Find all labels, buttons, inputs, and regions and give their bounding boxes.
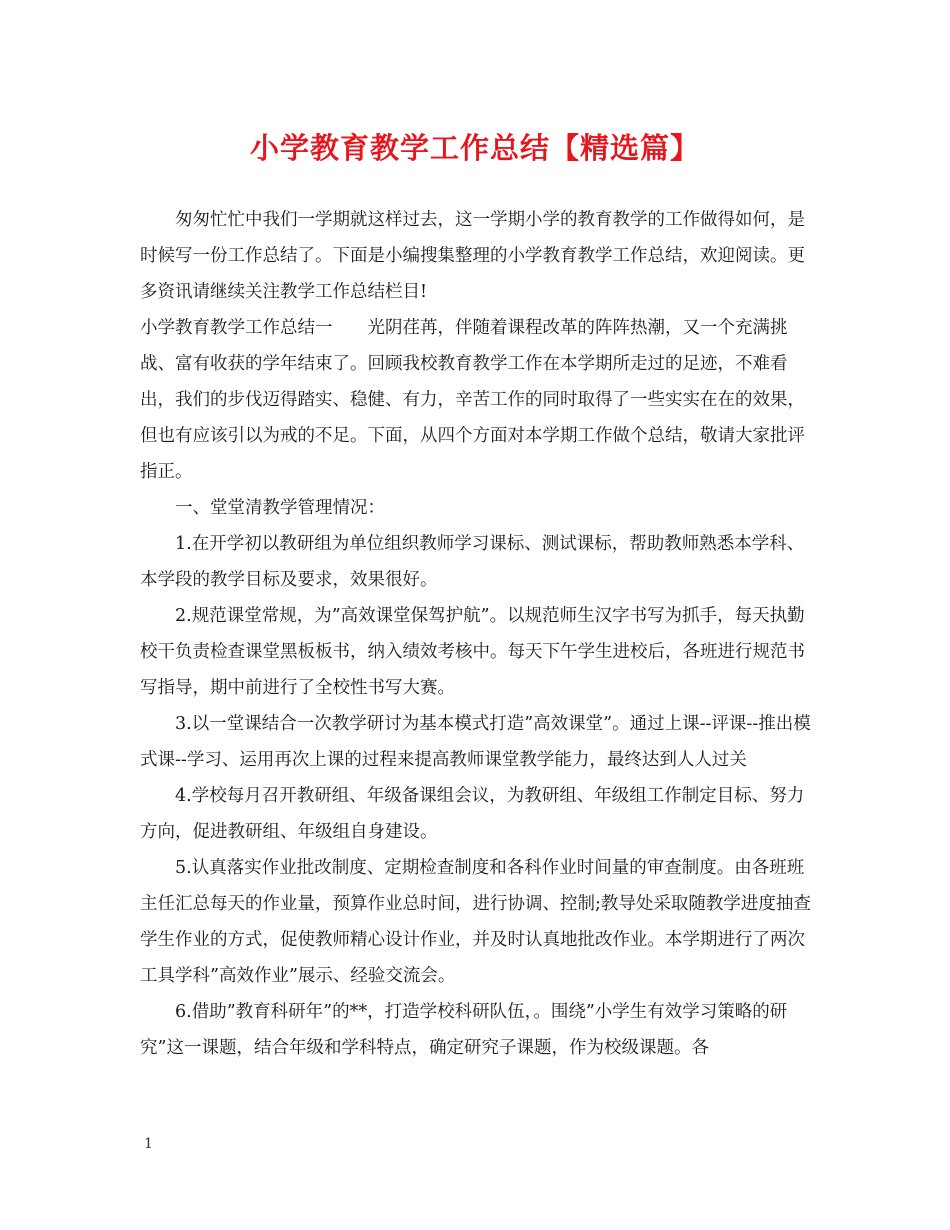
paragraph-item-5: 5.认真落实作业批改制度、定期检查制度和各科作业时间量的审查制度。由各班班主任汇总每天的作业量，预算作业总时间，进行协调、控制;教导处采取随教学进度抽查学生作业的方式，促使教师精心设计作业，并及时认真地批改作业。本学期进行了两次工具学科”高效作业”展示、经验交流会。 bbox=[140, 858, 811, 986]
document-title: 小学教育教学工作总结【精选篇】 bbox=[249, 131, 700, 165]
paragraph-item-1: 1.在开学初以教研组为单位组织教师学习课标、测试课标，帮助教师熟悉本学科、本学段的教学目标及要求，效果很好。 bbox=[140, 534, 805, 590]
paragraph-item-6: 6.借助”教育科研年”的**，打造学校科研队伍，。围绕”小学生有效学习策略的研究”这一课题，结合年级和学科特点，确定研究子课题，作为校级课题。各 bbox=[140, 1002, 788, 1058]
page-number: 1 bbox=[144, 1136, 153, 1152]
paragraph-intro: 匆匆忙忙中我们一学期就这样过去，这一学期小学的教育教学的工作做得如何，是时候写一份工作总结了。下面是小编搜集整理的小学教育教学工作总结，欢迎阅读。更多资讯请继续关注教学工作总结栏目! bbox=[140, 210, 805, 302]
document-body bbox=[140, 202, 820, 1066]
paragraph-item-4: 4.学校每月召开教研组、年级备课组会议，为教研组、年级组工作制定目标、努力方向，促进教研组、年级组自身建设。 bbox=[140, 786, 805, 842]
paragraph-item-3: 3.以一堂课结合一次教学研讨为基本模式打造”高效课堂”。通过上课--评课--推出模式课--学习、运用再次上课的过程来提高教师课堂教学能力，最终达到人人过关 bbox=[140, 714, 811, 770]
paragraph-item-2: 2.规范课堂常规，为”高效课堂保驾护航”。以规范师生汉字书写为抓手，每天执勤校干负责检查课堂黑板板书，纳入绩效考核中。每天下午学生进校后，各班进行规范书写指导，期中前进行了全校性书写大赛。 bbox=[140, 606, 805, 698]
paragraph-summary-one: 小学教育教学工作总结一 光阴荏苒，伴随着课程改革的阵阵热潮，又一个充满挑战、富有收获的学年结束了。回顾我校教育教学工作在本学期所走过的足迹，不难看出，我们的步伐迈得踏实、稳健、有力，辛苦工作的同时取得了一些实实在在的效果，但也有应该引以为戒的不足。下面，从四个方面对本学期工作做个总结，敬请大家批评指正。 bbox=[140, 318, 805, 482]
section-heading-1: 一、堂堂清教学管理情况： bbox=[175, 498, 385, 518]
